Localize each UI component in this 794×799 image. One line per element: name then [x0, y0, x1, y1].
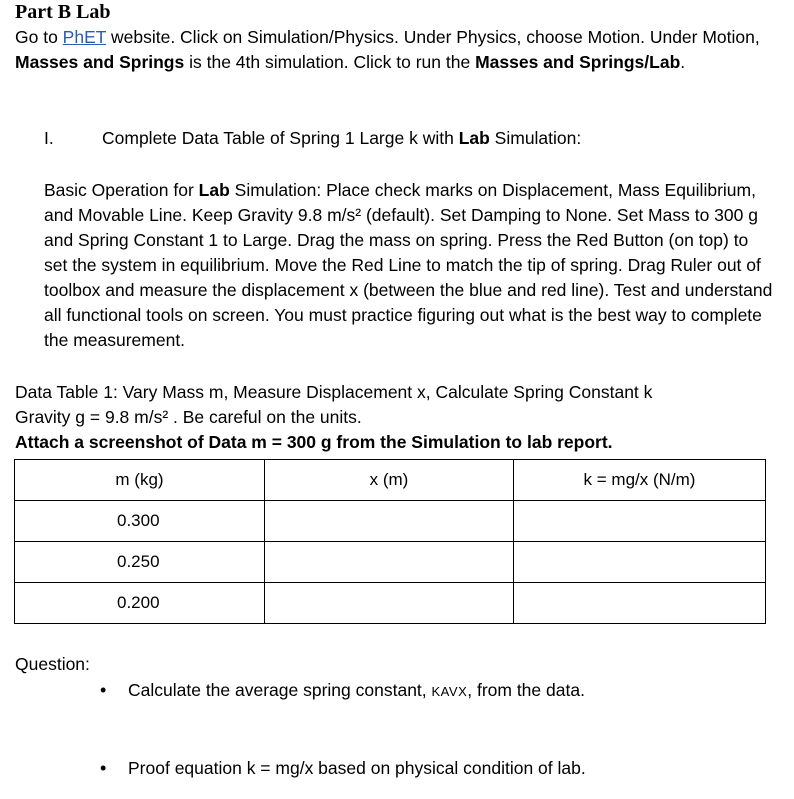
table-row [15, 501, 766, 542]
displacement-cell[interactable] [265, 542, 514, 583]
bullet-icon: • [100, 758, 107, 778]
intro-text-3: is the 4th simulation. Click to run the [184, 52, 476, 72]
data-table-line-2: Gravity g = 9.8 m/s² . Be careful on the units. [15, 407, 362, 427]
header-mass: m (kg) [15, 460, 265, 501]
bullet-2-text: Proof equation k = mg/x based on physical condition of lab. [128, 758, 586, 778]
table-header-row [15, 460, 766, 501]
data-table-intro [15, 380, 785, 455]
section-numeral: I. [44, 128, 54, 148]
section-text-1: Complete Data Table of Spring 1 Large k with [102, 128, 459, 148]
section-bold: Lab [458, 128, 490, 148]
question-bullet-2 [100, 758, 586, 779]
spring-constant-cell[interactable] [514, 542, 766, 583]
basic-operation-paragraph [44, 178, 774, 353]
phet-link[interactable]: PhET [62, 27, 107, 47]
displacement-cell[interactable] [265, 501, 514, 542]
bullet-icon: • [100, 680, 107, 700]
section-heading [102, 128, 581, 149]
data-table-line-3: Attach a screenshot of Data m = 300 g from the Simulation to lab report. [15, 432, 613, 452]
question-bullet-1 [100, 680, 585, 701]
header-displacement: x (m) [265, 460, 514, 501]
basic-text-2: Simulation: Place check marks on Displacement, Mass Equilibrium, and Movable Line. Keep Gravity 9.8 m/s² (default). Set Damping to None. Set Mass to 300 g and Spring Constant 1 to Large. Drag the mass on spring. Press the Red Button (on top) to set the system in equilibrium. Move the Red Line to match the tip of spring. Drag Ruler out of toolbox and measure the displacement x (between the blue and red line). Test and understand all functional tools on screen. You must practice figuring out what is the best way to complete the measurement. [44, 180, 773, 350]
mass-cell: 0.200 [15, 583, 265, 624]
intro-text-2: website. Click on Simulation/Physics. Under Physics, choose Motion. Under Motion, [106, 27, 760, 47]
table-row [15, 542, 766, 583]
spring-constant-cell[interactable] [514, 583, 766, 624]
question-label: Question: [15, 654, 90, 674]
bullet-1-text: Calculate the average spring constant, KAVX, from the data. [128, 680, 585, 700]
intro-paragraph [15, 25, 785, 75]
section-text-2: Simulation: [489, 128, 582, 148]
intro-text-1: Go to [15, 27, 63, 47]
intro-bold-1: Masses and Springs [15, 52, 185, 72]
table-row [15, 583, 766, 624]
intro-bold-2: Masses and Springs/Lab [475, 52, 681, 72]
mass-cell: 0.300 [15, 501, 265, 542]
data-table-line-1: Data Table 1: Vary Mass m, Measure Displacement x, Calculate Spring Constant k [15, 382, 653, 402]
displacement-cell[interactable] [265, 583, 514, 624]
spring-constant-cell[interactable] [514, 501, 766, 542]
mass-cell: 0.250 [15, 542, 265, 583]
page-heading: Part B Lab [15, 1, 111, 23]
basic-text-1: Basic Operation for [44, 180, 199, 200]
basic-bold: Lab [198, 180, 230, 200]
intro-text-4: . [680, 52, 686, 72]
data-table [14, 459, 766, 624]
header-spring-constant: k = mg/x (N/m) [514, 460, 766, 501]
